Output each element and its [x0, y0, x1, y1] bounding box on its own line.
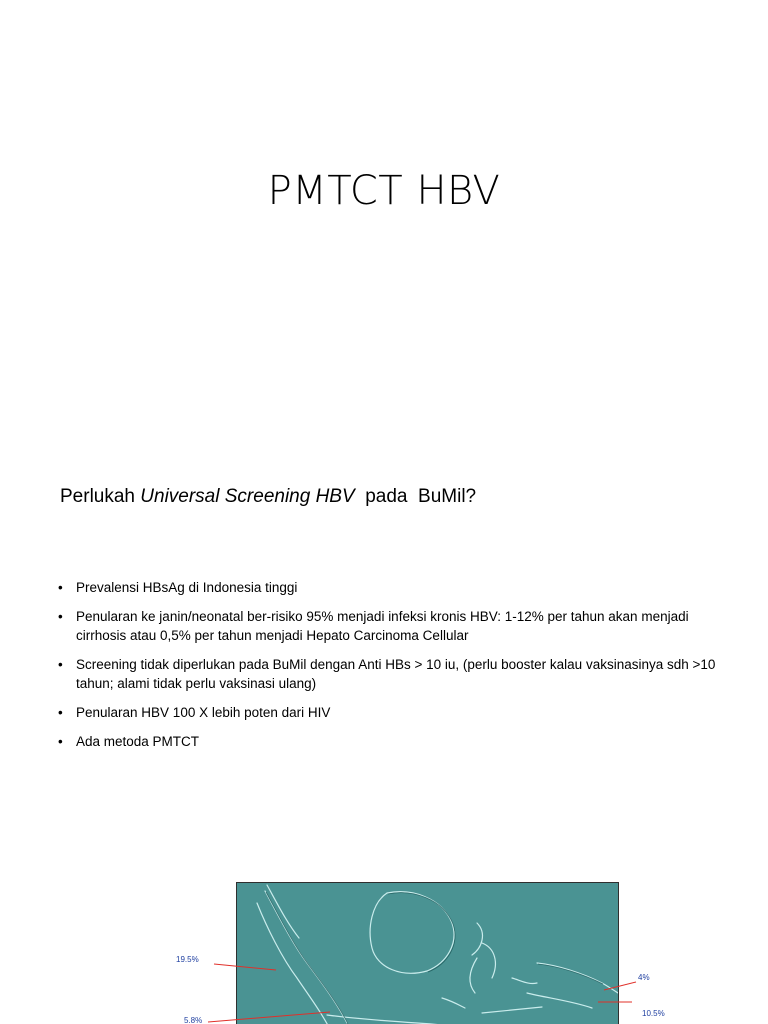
heading-suffix: pada BuMil?: [354, 486, 477, 507]
bullet-item: [56, 703, 728, 722]
map-label-19-5: 19.5%: [176, 955, 199, 964]
bullet-text: Screening tidak diperlukan pada BuMil dengan Anti HBs > 10 iu, (perlu booster kalau vaksinasinya sdh >10 tahun; alami tidak perlu vaksinasi ulang): [76, 657, 716, 691]
bullet-item: [56, 578, 728, 597]
coastline-papua-south: [527, 993, 592, 1008]
bullet-text: Prevalensi HBsAg di Indonesia tinggi: [76, 580, 298, 595]
map-label-5-8: 5.8%: [184, 1016, 203, 1024]
section-heading: [60, 486, 476, 508]
bullet-dot: •: [58, 657, 63, 672]
bullet-item: [56, 655, 728, 693]
map-coastlines: [237, 883, 618, 1024]
bullet-item: [56, 732, 728, 751]
coastline-sumatra-west: [257, 903, 332, 1024]
coastline-maluku: [512, 978, 537, 984]
bullet-dot: •: [58, 705, 63, 720]
coastline-nusa-tenggara: [482, 1007, 542, 1013]
bullet-item: [56, 607, 728, 645]
bullet-text: Penularan HBV 100 X lebih poten dari HIV: [76, 705, 331, 720]
map-label-10-5: 10.5%: [642, 1009, 665, 1018]
map-label-4: 4%: [638, 973, 650, 982]
bullet-dot: •: [58, 580, 63, 595]
coastline-sumatra: [265, 891, 347, 1023]
coastline-islands: [442, 998, 465, 1008]
coastline-papua: [537, 963, 618, 993]
indonesia-map: [236, 882, 619, 1024]
bullet-list: [56, 578, 728, 761]
bullet-text: Ada metoda PMTCT: [76, 734, 200, 749]
heading-prefix: Perlukah: [60, 486, 141, 507]
coastline-java: [327, 1015, 467, 1024]
bullet-dot: •: [58, 734, 63, 749]
bullet-dot: •: [58, 609, 63, 624]
coastline-peninsula: [267, 885, 299, 938]
coastline-sulawesi: [470, 923, 496, 993]
coastline-borneo: [370, 892, 454, 973]
heading-italic: Universal Screening HBV: [140, 486, 355, 507]
slide-title: PMTCT HBV: [267, 168, 501, 214]
bullet-text: Penularan ke janin/neonatal ber-risiko 95% menjadi infeksi kronis HBV: 1-12% per tahun akan menjadi cirrhosis atau 0,5% per tahun menjadi Hepato Carcinoma Cellular: [76, 609, 689, 643]
